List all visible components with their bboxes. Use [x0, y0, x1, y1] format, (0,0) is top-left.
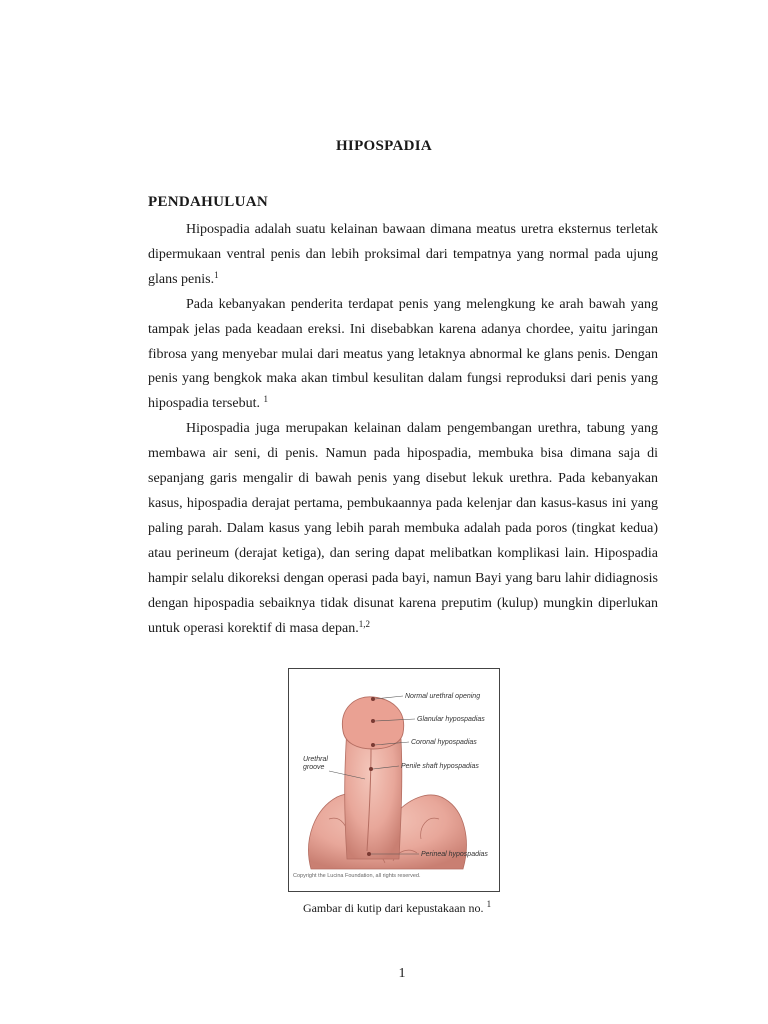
- reference-superscript: 1,2: [358, 618, 370, 629]
- paragraph-1: [148, 218, 658, 293]
- label-groove: groove: [303, 764, 325, 771]
- normal-opening-dot: [371, 697, 375, 701]
- label-perineal: Perineal hypospadias: [421, 851, 488, 858]
- page-number: 1: [398, 966, 406, 981]
- caption-reference: 1: [486, 899, 492, 909]
- label-coronal: Coronal hypospadias: [411, 739, 477, 746]
- penile-shaft-dot: [369, 767, 373, 771]
- label-penile-shaft: Penile shaft hypospadias: [401, 763, 479, 770]
- label-urethral: Urethral: [303, 756, 328, 763]
- document-title: HIPOSPADIA: [335, 138, 433, 154]
- perineal-dot: [367, 852, 371, 856]
- figure-copyright: Copyright the Lucina Foundation, all rights reserved.: [293, 873, 421, 879]
- section-heading: PENDAHULUAN: [148, 194, 268, 210]
- paragraph-text: Hipospadia adalah suatu kelainan bawaan dimana meatus uretra eksternus terletak dipermukaan ventral penis dan lebih proksimal dari tempatnya yang normal pada ujung glans penis.: [148, 222, 658, 287]
- paragraph-text: Pada kebanyakan penderita terdapat penis yang melengkung ke arah bawah yang tampak jelas pada keadaan ereksi. Ini disebabkan karena adanya chordee, yaitu jaringan fibrosa yang menyebar mulai dari meatus yang letaknya abnormal ke glans penis. Dengan penis yang bengkok maka akan timbul kesulitan dalam fungsi reproduksi dari penis yang hipospadia tersebut.: [148, 296, 658, 412]
- paragraph-text: Hipospadia juga merupakan kelainan dalam pengembangan urethra, tabung yang membawa air seni, di penis. Namun pada hipospadia, membuka bisa dimana saja di sepanjang garis mengalir di bawah penis yang disebut lekuk urethra. Pada kebanyakan kasus, hipospadia derajat pertama, pembukaannya pada kelenjar dan kasus-kasus ini yang paling parah. Dalam kasus yang lebih parah membuka adalah pada poros (tingkat kedua) atau perineum (derajat ketiga), dan sering dapat melibatkan komplikasi lain. Hipospadia hampir selalu dikoreksi dengan operasi pada bayi, namun Bayi yang baru lahir didiagnosis dengan hipospadia sebaiknya tidak disunat karena preputim (kulup) mungkin diperlukan untuk operasi korektif di masa depan.: [148, 421, 658, 636]
- body-text: [148, 218, 658, 641]
- hypospadias-illustration: [289, 669, 499, 891]
- figure-caption: [0, 901, 768, 916]
- reference-superscript: 1: [214, 269, 219, 280]
- label-glanular: Glanular hypospadias: [417, 716, 485, 723]
- paragraph-2: [148, 293, 658, 418]
- paragraph-3: [148, 417, 658, 641]
- reference-superscript: 1: [263, 394, 268, 405]
- label-normal-opening: Normal urethral opening: [405, 693, 481, 700]
- coronal-dot: [371, 743, 375, 747]
- caption-text: Gambar di kutip dari kepustakaan no.: [302, 901, 484, 915]
- hypospadias-figure: [288, 668, 500, 892]
- glanular-dot: [371, 719, 375, 723]
